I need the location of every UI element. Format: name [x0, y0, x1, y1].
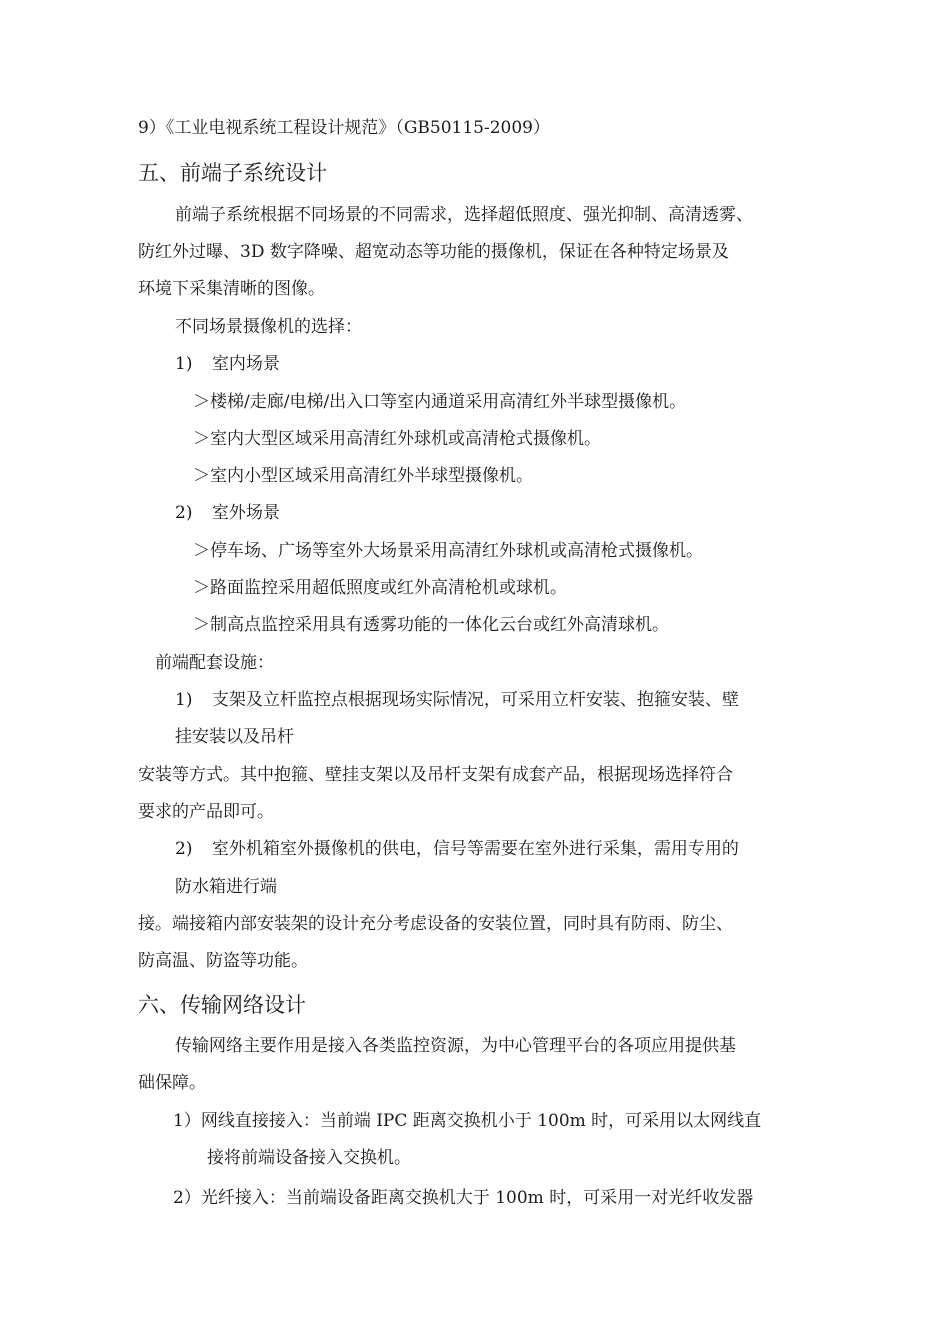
indoor-item-3: ＞室内小型区域采用高清红外半球型摄像机。: [193, 466, 533, 486]
outdoor-item-1: ＞停车场、广场等室外大场景采用高清红外球机或高清枪式摄像机。: [193, 541, 703, 561]
support-1-line-4: 要求的产品即可。: [138, 802, 274, 822]
list-number: 1): [175, 690, 193, 710]
indoor-heading: [175, 353, 280, 375]
support-1-line-1: [175, 689, 739, 711]
camera-choice-label: 不同场景摄像机的选择：: [175, 317, 362, 337]
sec5-para-line-3: 环境下采集清晰的图像。: [138, 279, 325, 299]
support-2-line-1: [175, 838, 739, 860]
transmission-item-2-line-1: 2）光纤接入：当前端设备距离交换机大于 100m 时，可采用一对光纤收发器: [173, 1188, 754, 1208]
outdoor-heading: [175, 502, 280, 524]
sec5-para-line-2: 防红外过曝、3D 数字降噪、超宽动态等功能的摄像机，保证在各种特定场景及: [138, 242, 729, 262]
transmission-item-1-line-1: 1）网线直接接入：当前端 IPC 距离交换机小于 100m 时，可采用以太网线直: [173, 1111, 762, 1131]
sec5-para-line-1: 前端子系统根据不同场景的不同需求，选择超低照度、强光抑制、高清透雾、: [175, 205, 753, 225]
list-label: 室外场景: [211, 503, 280, 523]
indoor-item-2: ＞室内大型区域采用高清红外球机或高清枪式摄像机。: [193, 429, 601, 449]
support-facilities-label: 前端配套设施：: [155, 653, 274, 673]
list-label: 室内场景: [211, 354, 280, 374]
support-2-line-2: 防水箱进行端: [175, 877, 277, 897]
list-number: 2): [175, 503, 193, 523]
support-2-line-4: 防高温、防盗等功能。: [138, 951, 308, 971]
sec6-para-line-2: 础保障。: [138, 1073, 206, 1093]
list-number: 1): [175, 354, 193, 374]
support-1-line-2: 挂安装以及吊杆: [175, 727, 294, 747]
sec6-para-line-1: 传输网络主要作用是接入各类监控资源，为中心管理平台的各项应用提供基: [175, 1036, 736, 1056]
outdoor-item-2: ＞路面监控采用超低照度或红外高清枪机或球机。: [193, 578, 567, 598]
support-2-line-3: 接。端接箱内部安装架的设计充分考虑设备的安装位置，同时具有防雨、防尘、: [138, 914, 733, 934]
outdoor-item-3: ＞制高点监控采用具有透雾功能的一体化云台或红外高清球机。: [193, 615, 669, 635]
support-1-line-3: 安装等方式。其中抱箍、壁挂支架以及吊杆支架有成套产品，根据现场选择符合: [138, 765, 733, 785]
indoor-item-1: ＞楼梯/走廊/电梯/出入口等室内通道采用高清红外半球型摄像机。: [193, 392, 687, 412]
transmission-item-1-line-2: 接将前端设备接入交换机。: [207, 1148, 411, 1168]
list-text: 室外机箱室外摄像机的供电，信号等需要在室外进行采集，需用专用的: [211, 839, 739, 859]
list-text: 支架及立杆监控点根据现场实际情况，可采用立杆安装、抱箍安装、壁: [211, 690, 739, 710]
list-number: 2): [175, 839, 193, 859]
reference-item-9: 9）《工业电视系统工程设计规范》（GB50115-2009）: [138, 118, 550, 138]
section-6-heading: 六、传输网络设计: [138, 993, 306, 1017]
section-5-heading: 五、前端子系统设计: [138, 161, 327, 185]
